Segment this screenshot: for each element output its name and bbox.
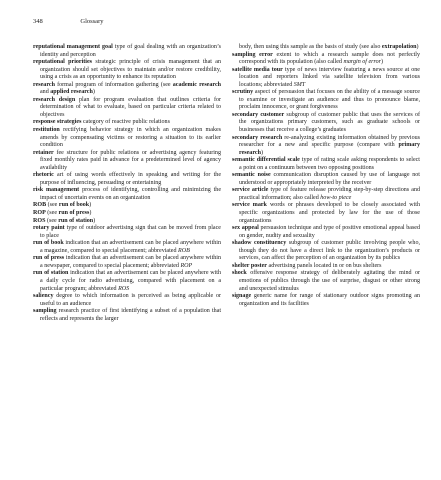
section-title: Glossary — [80, 18, 104, 25]
definition-tail: ) — [89, 210, 92, 217]
glossary-definition: body, then using this sample as the basis of study (see also — [239, 44, 381, 50]
italic-term: ROS — [118, 285, 130, 292]
glossary-definition: degree to which information is perceived as being applicable or useful to an audience — [40, 293, 221, 307]
glossary-definition: type of feature release providing step-by-step directions and practical information; also called — [239, 187, 420, 201]
glossary-entry — [33, 293, 221, 308]
glossary-term: restitution — [33, 127, 60, 134]
glossary-term: sampling — [33, 308, 57, 315]
glossary-definition: type of news interview featuring a news source at one location and reporters linked via satellite television from various locations; abbreviated — [239, 66, 420, 88]
glossary-term: run of book — [33, 240, 64, 247]
glossary-definition: type of goal dealing with an organization’s identity and perception — [40, 44, 221, 58]
glossary-term: run of station — [33, 270, 69, 277]
glossary-term: run of press — [33, 255, 65, 262]
glossary-entry — [232, 187, 420, 202]
glossary-entry — [232, 240, 420, 263]
glossary-entry — [33, 218, 221, 226]
glossary-definition: indication that an advertisement can be placed anywhere within a magazine, compared to special placement; abbreviated — [40, 240, 221, 254]
glossary-term: shock — [232, 270, 247, 277]
glossary-definition: formal program of information gathering (see — [57, 81, 171, 88]
glossary-entry — [33, 127, 221, 150]
italic-term: ROP — [180, 262, 193, 269]
glossary-entry — [33, 44, 221, 59]
glossary-entry — [232, 202, 420, 225]
glossary-definition: re-analyzing existing information obtained by previous researcher for a new and specific purpose (compare with — [239, 134, 421, 149]
glossary-term: research — [33, 81, 55, 88]
definition-connector: and — [40, 89, 49, 96]
cross-reference: extrapolation — [381, 44, 417, 50]
glossary-entry — [33, 210, 221, 218]
glossary-term: research design — [33, 96, 76, 103]
italic-term: SMT — [293, 81, 306, 88]
glossary-entry — [232, 225, 420, 240]
cross-reference: run of book — [58, 202, 90, 209]
glossary-entry — [232, 270, 420, 293]
glossary-definition: words or phrases developed to be closely associated with specific organizations and protected by law for the use of those organizations — [239, 202, 420, 224]
glossary-term: sex appeal — [232, 225, 259, 232]
glossary-entry — [33, 255, 221, 270]
glossary-definition: strategic principle of crisis management that an organization should set objectives to maintain and/or restore credibility, using a crisis as an opportunity to enhance its reputation — [40, 59, 222, 81]
glossary-definition: advertising panels located in or on bus shelters — [268, 262, 382, 269]
glossary-term: risk management — [33, 187, 80, 194]
glossary-definition: subgroup of customer public involving people who, though they do not have a direct link to the organization’s products or services, can affect the perception of an organization by its publics — [239, 240, 420, 262]
glossary-definition: indication that an advertisement can be placed anywhere with a daily cycle for radio advertising, compared with placement on a particular program; abbreviated — [40, 270, 221, 292]
glossary-definition: type of outdoor advertising sign that can be moved from place to place — [40, 225, 221, 239]
glossary-term: ROB — [33, 202, 47, 209]
cross-reference: run of press — [58, 210, 90, 217]
glossary-entry — [33, 82, 221, 97]
italic-term: how-to piece — [320, 194, 352, 201]
glossary-term: saliency — [33, 293, 54, 300]
glossary-definition: category of reactive public relations — [82, 119, 170, 126]
page-number: 348 — [33, 18, 43, 25]
glossary-definition: subgroup of customer public that uses the services of the organizations primary customers, such as graduate schools or businesses that receive a college’s graduates — [239, 111, 420, 134]
glossary-definition: offensive response strategy of deliberately agitating the mind or emotions of publics through the use of surprise, disgust or other strong and unexpected stimulus — [239, 270, 420, 292]
glossary-definition: extent to which a research sample does not perfectly correspond with its population (also called — [239, 51, 421, 66]
glossary-entry — [33, 172, 221, 187]
glossary-definition: type of rating scale asking respondents to select a point on a continuum between two opposing positions — [239, 157, 420, 171]
glossary-entry — [232, 293, 420, 308]
glossary-term: rotary paint — [33, 225, 65, 232]
glossary-definition: indication that an advertisement can be placed anywhere within a newspaper, compared to special placement; abbreviated — [40, 255, 221, 269]
right-column — [232, 44, 420, 308]
definition-tail: ) — [416, 44, 419, 50]
glossary-term: scrutiny — [232, 89, 254, 96]
glossary-entry — [232, 172, 420, 187]
glossary-term: ROS — [33, 217, 46, 224]
glossary-term: signage — [232, 293, 252, 300]
glossary-term: reputational priorities — [33, 59, 93, 66]
glossary-term: secondary research — [232, 134, 283, 141]
cross-reference: applied research — [50, 89, 93, 96]
glossary-definition: art of using words effectively in speaking and writing for the purpose of influencing, persuading or entertaining — [40, 172, 221, 186]
left-column — [33, 44, 221, 323]
cross-reference: academic research — [172, 81, 222, 88]
glossary-entry — [33, 308, 221, 323]
glossary-entry — [33, 150, 221, 173]
glossary-entry — [232, 135, 420, 158]
glossary-term: shelter poster — [232, 262, 267, 269]
italic-term: ROB — [178, 247, 190, 254]
glossary-term: semantic differential scale — [232, 157, 300, 164]
glossary-entry — [232, 89, 420, 112]
cross-reference: primary research — [239, 142, 420, 156]
glossary-entry — [232, 44, 420, 52]
glossary-term: secondary customer — [232, 111, 285, 118]
glossary-definition: aspect of persuasion that focuses on the ability of a message source to examine or investigate an audience and thus to pronounce blame, proclaim innocence, or grant forgiveness — [239, 89, 420, 111]
glossary-term: rhetoric — [33, 172, 54, 179]
definition-tail: ) — [260, 149, 263, 156]
glossary-term: service mark — [232, 202, 267, 209]
glossary-term: ROP — [33, 210, 46, 217]
glossary-entry — [33, 225, 221, 240]
glossary-definition: persuasion technique and type of positive emotional appeal based on gender, nudity and sexuality — [239, 225, 420, 239]
glossary-definition: research practice of first identifying a subset of a population that reflects and represents the larger — [40, 308, 222, 322]
glossary-entry — [33, 270, 221, 293]
glossary-definition: generic name for range of stationary outdoor signs promoting an organization and its facilities — [239, 293, 421, 307]
glossary-definition: process of identifying, controlling and minimizing the impact of uncertain events on an organization — [40, 187, 221, 201]
glossary-definition: rectifying behavior strategy in which an organization makes amends by compensating victims or restoring a situation to its earlier condition — [40, 127, 221, 149]
glossary-term: satellite media tour — [232, 66, 283, 73]
glossary-entry — [232, 67, 420, 90]
glossary-definition: (see — [47, 210, 58, 217]
glossary-entry — [33, 119, 221, 127]
definition-tail: ) — [93, 217, 96, 224]
glossary-entry — [232, 157, 420, 172]
definition-tail: ) — [89, 202, 92, 209]
glossary-definition: plan for program evaluation that outlines criteria for determination of what to evaluate, based on particular criteria related to objectives — [40, 96, 222, 118]
glossary-term: shadow constituency — [232, 240, 287, 247]
glossary-term: service article — [232, 187, 269, 194]
italic-term: margin of error — [343, 59, 381, 66]
glossary-term: sampling error — [232, 51, 273, 58]
glossary-entry — [232, 112, 420, 135]
glossary-term: semantic noise — [232, 172, 271, 179]
glossary-entry — [33, 240, 221, 255]
glossary-definition: fee structure for public relations or advertising agency featuring fixed monthly rates paid in advance for a predetermined level of agency availability — [40, 149, 221, 171]
glossary-term: reputational management goal — [33, 44, 113, 50]
running-head — [33, 18, 103, 26]
glossary-entry — [33, 187, 221, 202]
glossary-definition: (see — [47, 202, 58, 209]
definition-tail: ) — [380, 59, 383, 66]
cross-reference: run of station — [58, 217, 94, 224]
glossary-entry — [33, 97, 221, 120]
glossary-definition: (see — [46, 217, 57, 224]
glossary-term: retainer — [33, 149, 54, 156]
glossary-entry — [33, 59, 221, 82]
definition-tail: ) — [92, 89, 95, 96]
glossary-entry — [33, 202, 221, 210]
glossary-entry — [232, 52, 420, 67]
glossary-definition: communication disruption caused by use of language not understood or appropriately interpreted by the receiver — [239, 172, 420, 186]
glossary-term: response strategies — [33, 119, 82, 126]
